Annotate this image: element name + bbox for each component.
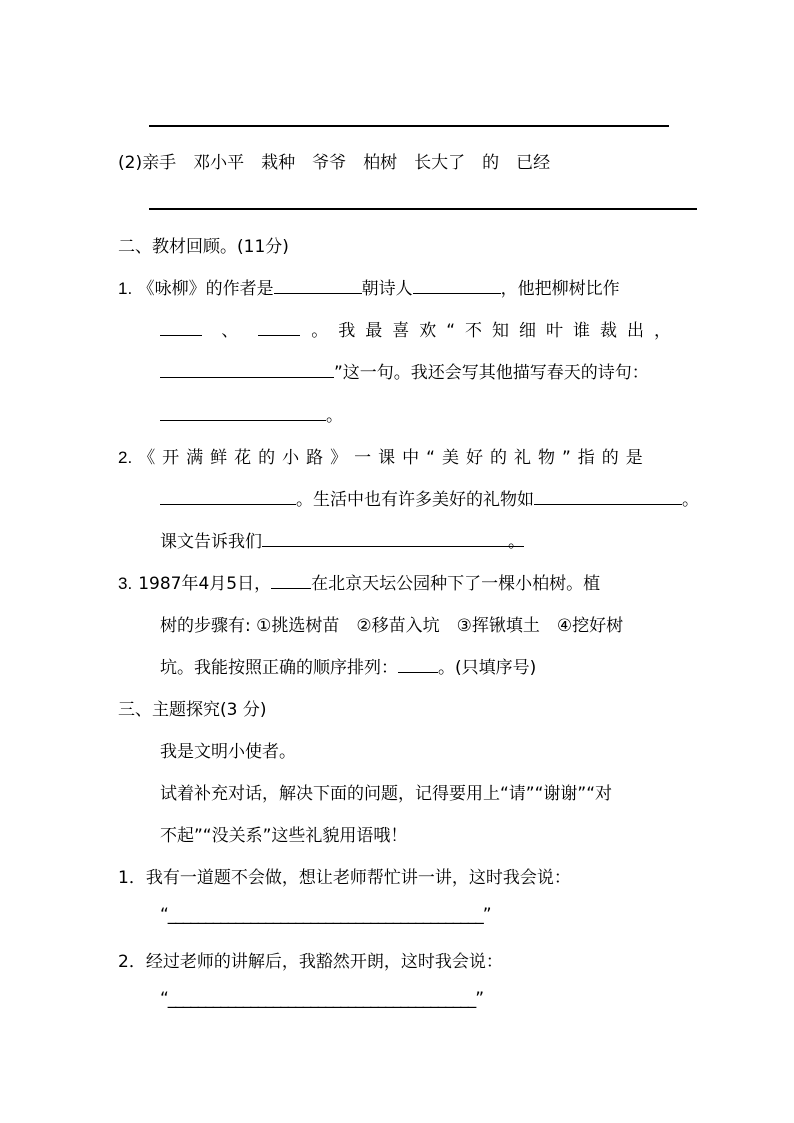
section-3-heading-text: 三、主题探究(3 分) <box>118 700 267 720</box>
blank-metaphor-1[interactable] <box>160 318 202 336</box>
s2-q2-text-c: 。 <box>682 490 699 510</box>
s2-q3-line1 <box>118 569 600 594</box>
s3-q1-text: 1．我有一道题不会做，想让老师帮忙讲一讲，这时我会说： <box>118 868 571 888</box>
s3-intro-2-text: 试着补充对话，解决下面的问题，记得要用上“请”“谢谢”“对 <box>160 784 613 804</box>
s2-q3-text-a: 1987年4月5日， <box>138 574 272 594</box>
s2-q2-text-e: 。 <box>508 532 525 552</box>
s3-q2-text: 2．经过老师的讲解后，我豁然开朗，这时我会说： <box>118 952 503 972</box>
s2-q1-number: 1. <box>118 279 133 298</box>
blank-author[interactable] <box>274 276 362 294</box>
answer-line-1 <box>149 125 669 127</box>
s2-q1-text-c: ，他把柳树比作 <box>500 279 620 299</box>
section-2-heading <box>118 232 289 257</box>
s2-q1-line4 <box>160 401 343 426</box>
blank-planter[interactable] <box>271 571 311 589</box>
s2-q2-text-b: 。生活中也有许多美好的礼物如 <box>296 490 534 510</box>
s3-intro-1 <box>160 737 296 762</box>
word-order-item-2 <box>118 148 550 173</box>
blank-beautiful-gift[interactable] <box>160 487 296 505</box>
s2-q1-text-d: 、 <box>221 321 239 341</box>
s2-q1-text-b: 朝诗人 <box>361 279 413 299</box>
blank-metaphor-2[interactable] <box>258 318 300 336</box>
blank-lesson-meaning[interactable] <box>262 529 524 547</box>
s2-q3-line3 <box>160 653 536 678</box>
s2-q2-line1 <box>118 443 650 468</box>
s3-q2-answer-line[interactable]: “_________________________________________” <box>160 989 484 1009</box>
s2-q1-text-e: 。我最喜欢“不知细叶谁裁出， <box>311 321 682 341</box>
s2-q3-number: 3. <box>118 574 133 593</box>
s3-intro-3 <box>160 821 407 846</box>
blank-life-gift[interactable] <box>534 487 682 505</box>
blank-spring-poem[interactable] <box>160 403 326 421</box>
blank-step-order[interactable] <box>398 655 438 673</box>
s2-q1-line3 <box>160 358 649 383</box>
s2-q2-line2 <box>160 485 699 510</box>
section-3-heading <box>118 695 266 720</box>
blank-favorite-line[interactable] <box>160 360 334 378</box>
section-2-heading-text: 二、教材回顾。(11分) <box>118 237 289 257</box>
s2-q3-text-b: 在北京天坛公园种下了一棵小柏树。植 <box>311 574 601 594</box>
s2-q3-line2 <box>160 611 623 636</box>
answer-line-2 <box>149 208 697 210</box>
s2-q1-line1 <box>118 274 620 299</box>
s3-q2 <box>118 947 503 972</box>
s3-intro-2 <box>160 779 612 804</box>
s3-intro-3-text: 不起”“没关系”这些礼貌用语哦！ <box>160 826 408 846</box>
s3-q2-answer[interactable] <box>160 989 483 1009</box>
s2-q1-text-a: 《咏柳》的作者是 <box>137 279 274 299</box>
s2-q2-text-a: 《开满鲜花的小路》一课中“美好的礼物”指的是 <box>138 448 650 468</box>
s3-intro-1-text: 我是文明小使者。 <box>160 742 296 762</box>
word-order-item-2-text: (2)亲手 邓小平 栽种 爷爷 柏树 长大了 的 已经 <box>118 153 551 173</box>
s2-q2-text-d: 课文告诉我们 <box>160 532 262 552</box>
s2-q1-line2 <box>160 316 681 341</box>
blank-dynasty-poet[interactable] <box>413 276 501 294</box>
s3-q1-answer-line[interactable]: “__________________________________________” <box>160 905 491 925</box>
s2-q1-text-g: 。 <box>326 406 343 426</box>
s2-q2-number: 2. <box>118 448 133 467</box>
s2-q3-text-d: 坑。我能按照正确的顺序排列： <box>160 658 398 678</box>
s3-q1-answer[interactable] <box>160 905 491 925</box>
s2-q3-text-e: 。(只填序号) <box>438 658 537 678</box>
s2-q1-text-f: ”这一句。我还会写其他描写春天的诗句： <box>334 363 649 383</box>
s3-q1 <box>118 863 571 888</box>
s2-q3-text-c: 树的步骤有: ①挑选树苗 ②移苗入坑 ③挥锹填土 ④挖好树 <box>160 616 624 636</box>
s2-q2-line3 <box>160 527 525 552</box>
